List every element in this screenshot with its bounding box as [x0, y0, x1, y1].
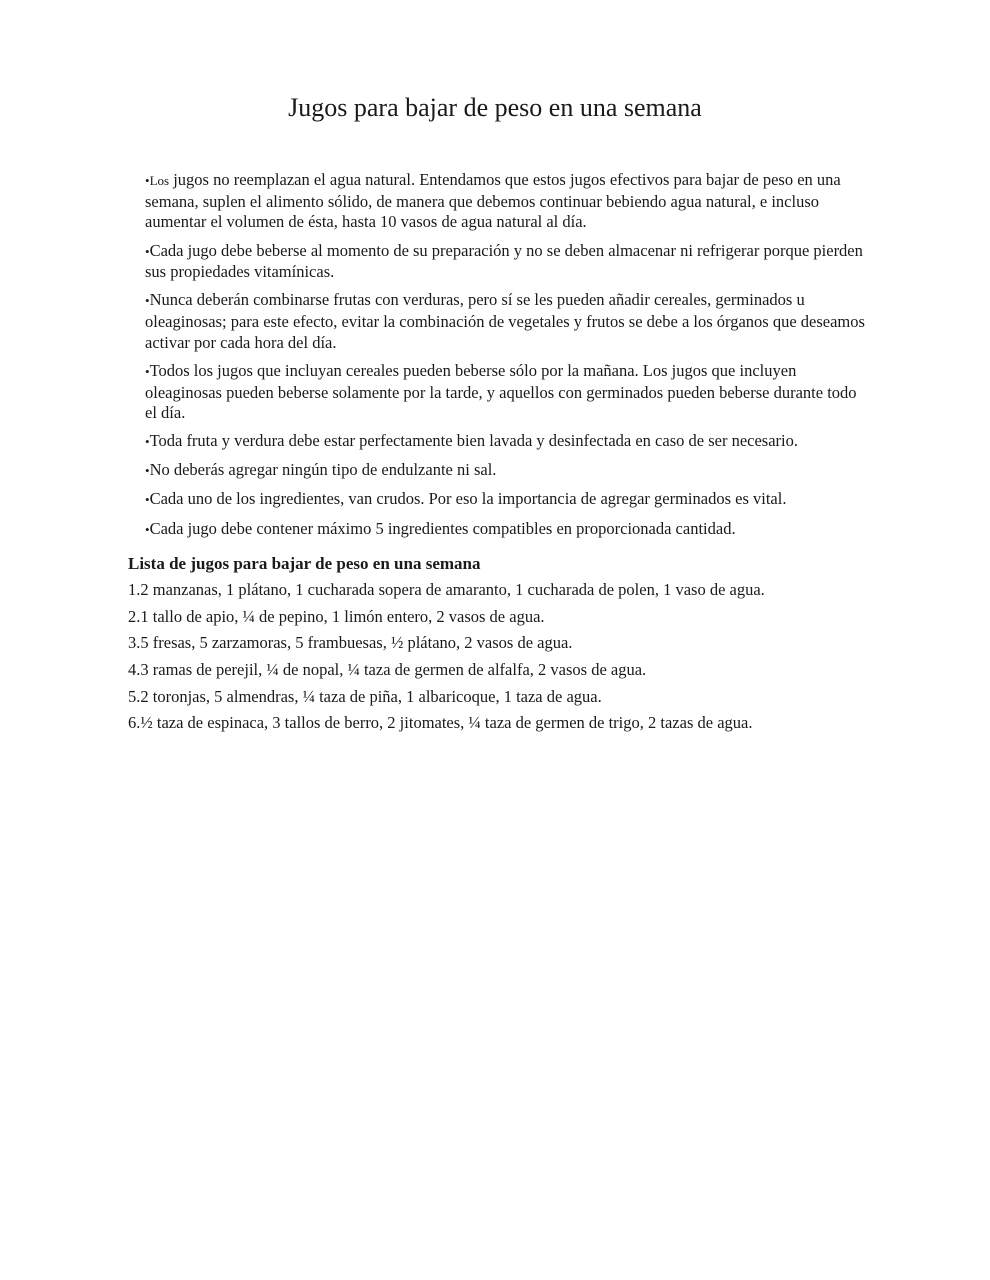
- tip-text: Cada jugo debe contener máximo 5 ingredientes compatibles en proporcionada cantidad.: [149, 518, 736, 538]
- tip-item: [145, 170, 865, 233]
- juice-recipe: 5.2 toronjas, 5 almendras, ¼ taza de piña, 1 albaricoque, 1 taza de agua.: [128, 686, 602, 706]
- juice-recipe: 1.2 manzanas, 1 plátano, 1 cucharada sopera de amaranto, 1 cucharada de polen, 1 vaso de agua.: [128, 580, 765, 599]
- tip-text: Toda fruta y verdura debe estar perfectamente bien lavada y desinfectada en caso de ser necesario.: [149, 431, 798, 451]
- tip-item: [145, 431, 865, 453]
- juice-recipe: 6.½ taza de espinaca, 3 tallos de berro, 2 jitomates, ¼ taza de germen de trigo, 2 tazas de agua.: [128, 713, 753, 733]
- tip-item: [145, 241, 865, 283]
- tip-text: Cada uno de los ingredientes, van crudos. Por eso la importancia de agregar germinados es vital.: [149, 489, 787, 509]
- bullet-icon: •: [145, 521, 150, 537]
- bullet-icon: •: [145, 243, 150, 259]
- tip-text: Nunca deberán combinarse frutas con verduras, pero sí se les pueden añadir cereales, germinados u oleaginosas; para este efecto, evitar la combinación de vegetales y frutos se debe a los órganos que deseamos activar por cada hora del día.: [145, 290, 865, 352]
- document-title: Jugos para bajar de peso en una semana: [288, 93, 702, 122]
- tip-item: [145, 290, 865, 353]
- juice-recipe: 2.1 tallo de apio, ¼ de pepino, 1 limón entero, 2 vasos de agua.: [128, 606, 545, 626]
- tip-text: jugos no reemplazan el agua natural. Entendamos que estos jugos efectivos para bajar de peso en una semana, suplen el alimento sólido, de manera que debemos continuar bebiendo agua natural, e incluso aumentar el volumen de ésta, hasta 10 vasos de agua natural al día.: [145, 170, 841, 232]
- bullet-icon: •: [145, 363, 150, 379]
- tip-item: [145, 361, 865, 424]
- tip-text: No deberás agregar ningún tipo de endulzante ni sal.: [149, 460, 497, 480]
- tip-item: [145, 519, 865, 541]
- tip-item: [145, 460, 865, 482]
- bullet-icon: •: [145, 434, 150, 450]
- juice-list: [128, 580, 888, 734]
- tip-text: Todos los jugos que incluyan cereales pueden beberse sólo por la mañana. Los jugos que incluyen oleaginosas pueden beberse solamente por la tarde, y aquellos con germinados pueden beberse durante todo el día.: [145, 360, 857, 423]
- tip-text: Cada jugo debe beberse al momento de su preparación y no se deben almacenar ni refrigerar porque pierden sus propiedades vitamínicas.: [145, 240, 863, 282]
- bullet-icon: •: [145, 492, 150, 508]
- tip-lead-text: Los: [149, 173, 170, 188]
- tip-item: [145, 489, 865, 511]
- bullet-icon: •: [145, 173, 150, 188]
- juice-recipe: 4.3 ramas de perejil, ¼ de nopal, ¼ taza de germen de alfalfa, 2 vasos de agua.: [128, 660, 647, 680]
- tips-list: [145, 170, 865, 548]
- juice-list-section: [128, 553, 888, 740]
- bullet-icon: •: [145, 463, 150, 479]
- juice-recipe: 3.5 fresas, 5 zarzamoras, 5 frambuesas, ½ plátano, 2 vasos de agua.: [128, 633, 573, 653]
- juice-list-heading: Lista de jugos para bajar de peso en una semana: [128, 554, 481, 573]
- bullet-icon: •: [145, 293, 150, 309]
